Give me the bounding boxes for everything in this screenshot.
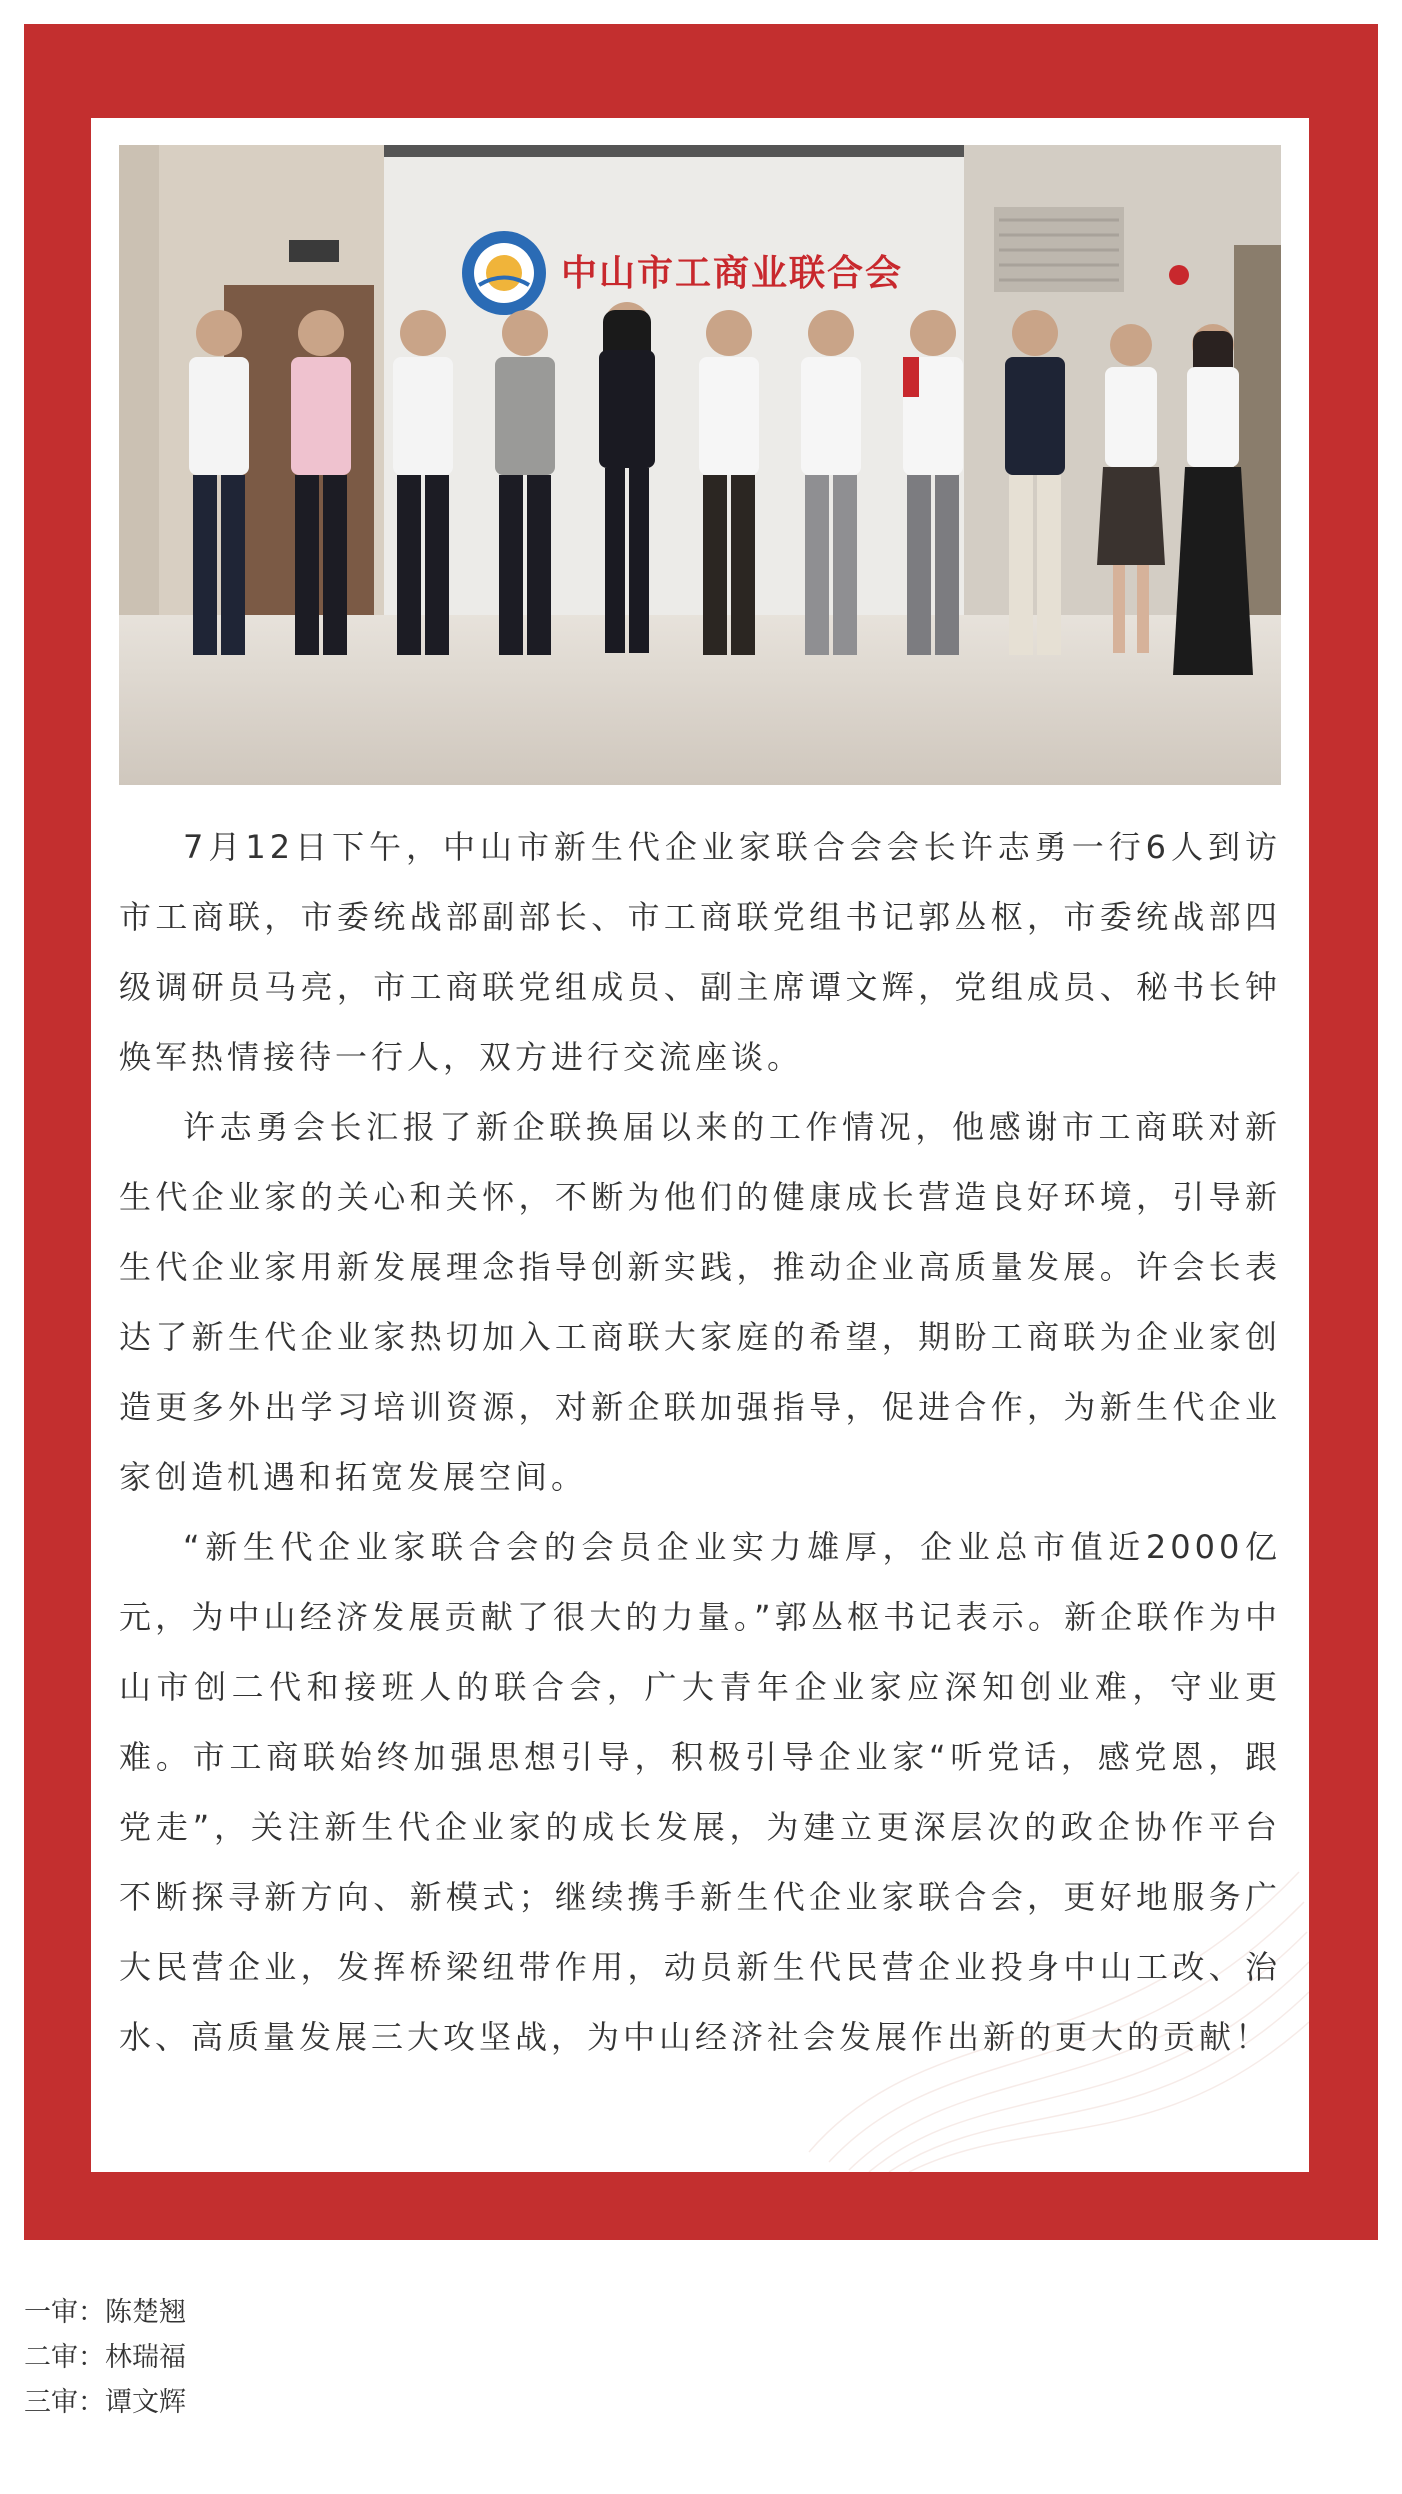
review-first: 一审：陈楚翘 <box>24 2297 186 2328</box>
group-photo <box>119 145 1281 785</box>
review-credits <box>24 2290 186 2425</box>
article-card <box>91 118 1309 2172</box>
review-third: 三审：谭文辉 <box>24 2387 186 2418</box>
red-frame <box>24 24 1378 2240</box>
sign-text: 中山市工商业联合会 <box>561 253 904 294</box>
article-body <box>119 812 1281 2072</box>
paragraph-3: “新生代企业家联合会的会员企业实力雄厚，企业总市值近2000亿元，为中山经济发展贡献了很大的力量。”郭丛枢书记表示。新企联作为中山市创二代和接班人的联合会，广大青年企业家应深知创业难，守业更难。市工商联始终加强思想引导，积极引导企业家“听党话，感党恩，跟党走”，关注新生代企业家的成长发展，为建立更深层次的政企协作平台不断探寻新方向、新模式；继续携手新生代企业家联合会，更好地服务广大民营企业，发挥桥梁纽带作用，动员新生代民营企业投身中山工改、治水、高质量发展三大攻坚战，为中山经济社会发展作出新的更大的贡献！ <box>119 1528 1281 2056</box>
review-second: 二审：林瑞福 <box>24 2342 186 2373</box>
paragraph-2: 许志勇会长汇报了新企联换届以来的工作情况，他感谢市工商联对新生代企业家的关心和关怀，不断为他们的健康成长营造良好环境，引导新生代企业家用新发展理念指导创新实践，推动企业高质量发展。许会长表达了新生代企业家热切加入工商联大家庭的希望，期盼工商联为企业家创造更多外出学习培训资源，对新企联加强指导，促进合作，为新生代企业家创造机遇和拓宽发展空间。 <box>119 1108 1281 1496</box>
paragraph-1: 7月12日下午，中山市新生代企业家联合会会长许志勇一行6人到访市工商联，市委统战部副部长、市工商联党组书记郭丛枢，市委统战部四级调研员马亮，市工商联党组成员、副主席谭文辉，党组成员、秘书长钟焕军热情接待一行人，双方进行交流座谈。 <box>119 828 1281 1076</box>
